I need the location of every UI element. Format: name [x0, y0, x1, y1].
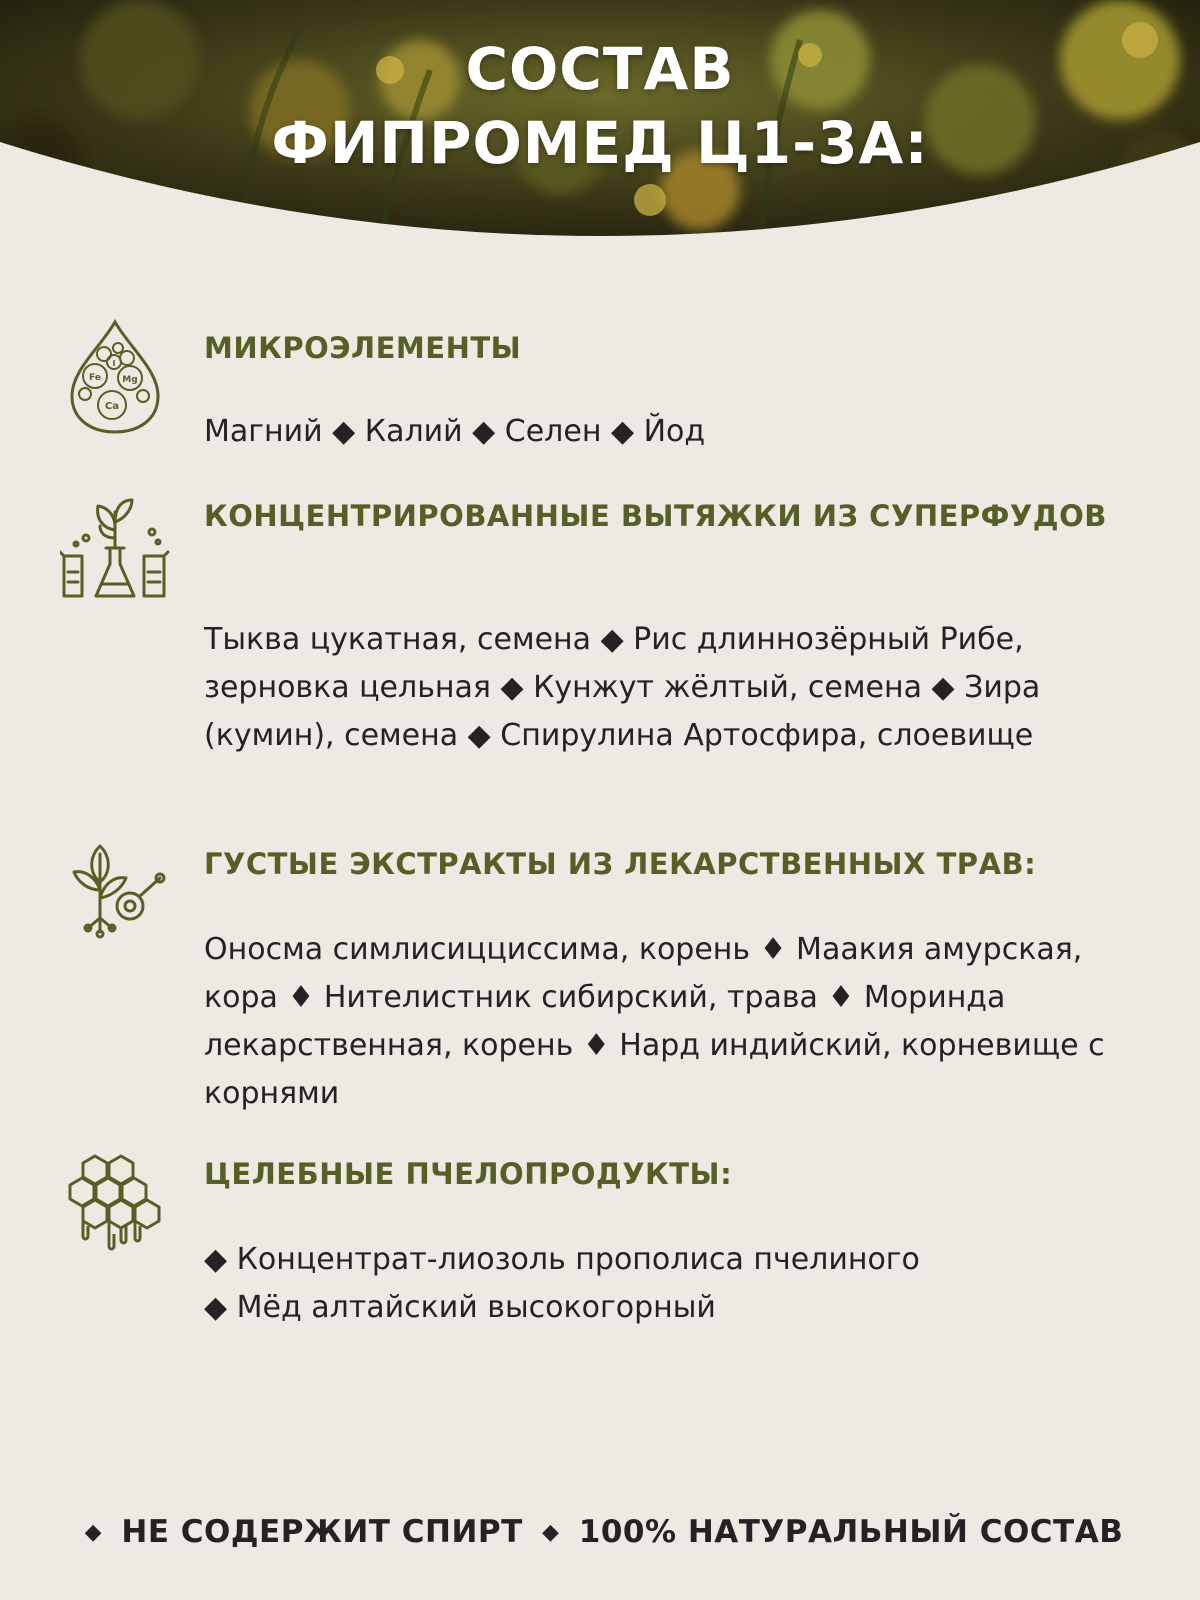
herb-magnifier-icon — [60, 840, 170, 960]
element-label: Ca — [104, 401, 120, 412]
section-heading: ЦЕЛЕБНЫЕ ПЧЕЛОПРОДУКТЫ: — [204, 1157, 733, 1191]
footer-claims — [0, 1512, 1200, 1556]
diamond-bullet-icon: ◆ — [542, 1520, 560, 1545]
element-label: Mg — [122, 375, 138, 385]
element-label: Fe — [89, 373, 101, 383]
section-body: Тыква цукатная, семена ◆ Рис длиннозёрный Рибе, зерновка цельная ◆ Кунжут жёлтый, семена ◆ Зира (кумин), семена ◆ Спирулина Артосфира, слоевище — [204, 622, 1041, 753]
footer-claim: 100% НАТУРАЛЬНЫЙ СОСТАВ — [578, 1514, 1124, 1550]
section-body: Магний ◆ Калий ◆ Селен ◆ Йод — [204, 414, 706, 449]
element-label: I — [112, 359, 116, 368]
section-body — [204, 1236, 1124, 1332]
section-body: Оносма симлисицциссима, корень ♦ Маакия амурская, кора ♦ Нителистник сибирский, трава ♦ Моринда лекарственная, корень ♦ Нард индийский, корневище с корнями — [204, 932, 1105, 1111]
section-heading: ГУСТЫЕ ЭКСТРАКТЫ ИЗ ЛЕКАРСТВЕННЫХ ТРАВ: — [204, 847, 1037, 881]
page-title — [0, 32, 1200, 180]
title-line-1: СОСТАВ — [465, 35, 735, 103]
list-item: ◆ Концентрат-лиозоль прополиса пчелиного — [204, 1242, 920, 1277]
honeycomb-icon — [60, 1150, 170, 1270]
footer-claim: НЕ СОДЕРЖИТ СПИРТ — [121, 1514, 523, 1550]
list-item: ◆ Мёд алтайский высокогорный — [204, 1290, 716, 1325]
title-line-2: ФИПРОМЕД Ц1-3А: — [271, 109, 929, 177]
drop-elements-icon — [60, 318, 170, 438]
section-heading: МИКРОЭЛЕМЕНТЫ — [204, 331, 522, 365]
plant-flasks-icon — [60, 498, 170, 618]
diamond-bullet-icon: ◆ — [84, 1520, 103, 1545]
section-heading: КОНЦЕНТРИРОВАННЫЕ ВЫТЯЖКИ ИЗ СУПЕРФУДОВ — [204, 499, 1107, 533]
